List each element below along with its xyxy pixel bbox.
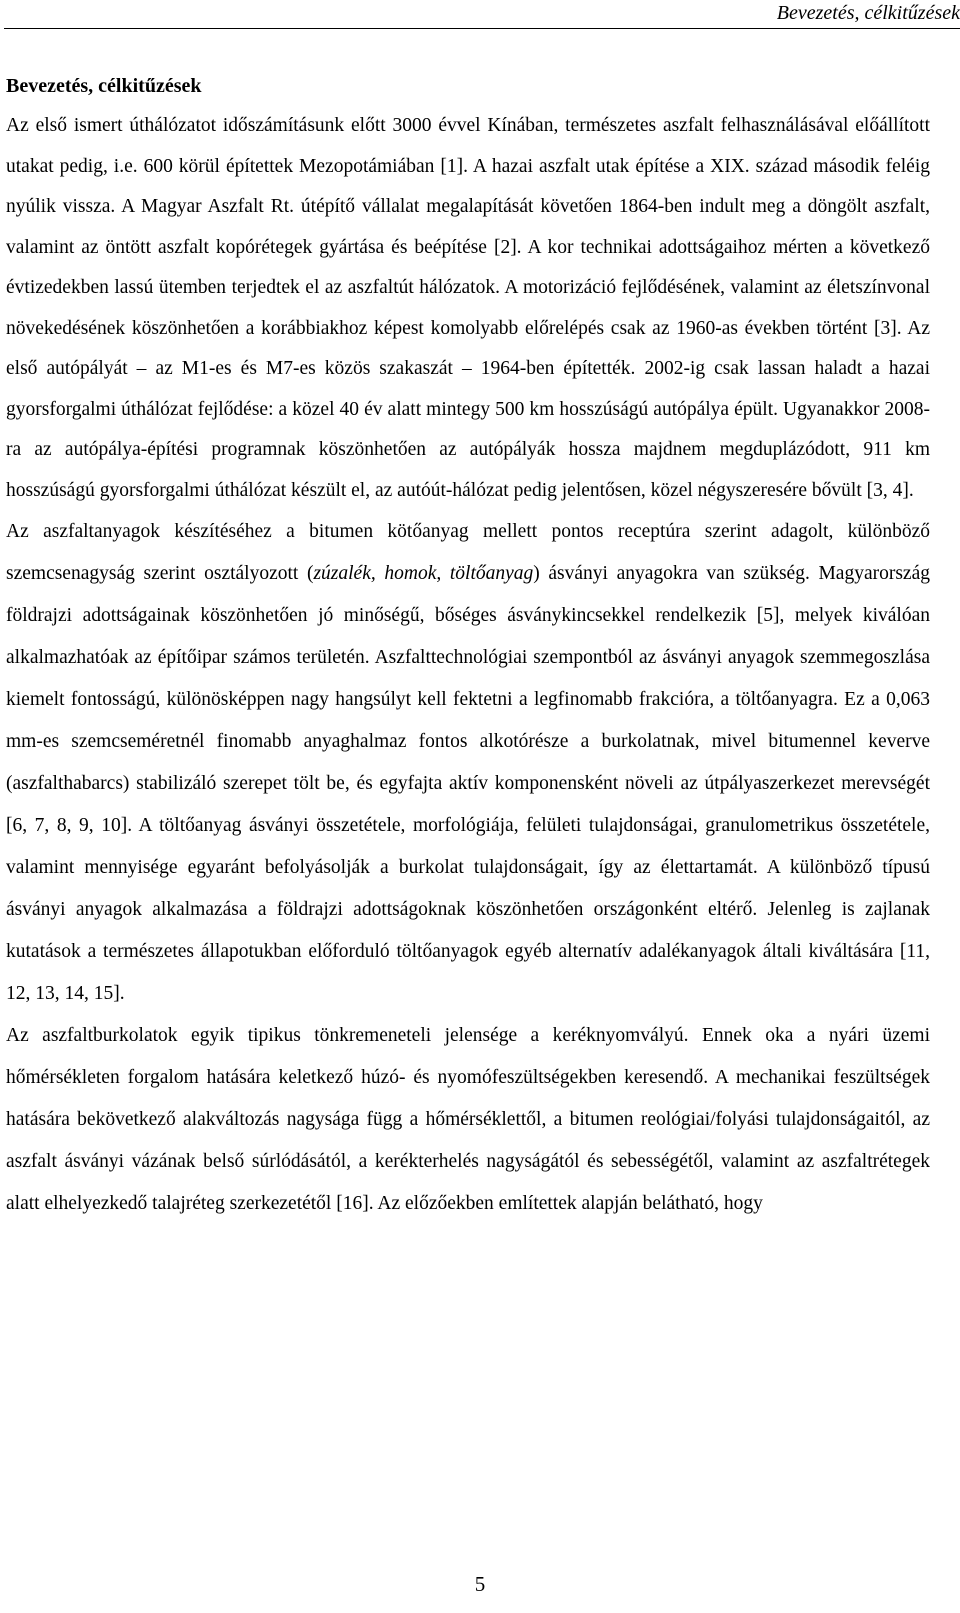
running-header: Bevezetés, célkitűzések xyxy=(4,0,960,29)
paragraph-text: ) ásványi anyagokra van szükség. Magyarország földrajzi adottságainak köszönhetően jó minőségű, bőséges ásványkincsekkel rendelkezik [5], melyek kiválóan alkalmazhatóak az építőipar számos területén. Aszfalttechnológiai szempontból az ásványi anyagok szemmegoszlása kiemelt fontosságú, különösképpen nagy hangsúlyt kell fektetni a legfinomabb frakcióra, a töltőanyagra. Ez a 0,063 mm-es szemcseméretnél finomabb anyaghalmaz fontos alkotórésze a burkolatnak, mivel bitumennel keverve (aszfalthabarcs) stabilizáló szerepet tölt be, és egyfajta aktív komponensként növeli az útpályaszerkezet merevségét [6, 7, 8, 9, 10]. A töltőanyag ásványi összetétele, morfológiája, felületi tulajdonságai, granulometrikus összetétele, valamint mennyisége egyaránt befolyásolják a burkolat tulajdonságait, így az élettartamát. A különböző típusú ásványi anyagok alkalmazása a földrajzi adottságoknak köszönhetően országonként eltérő. Jelenleg is zajlanak kutatások a természetes állapotukban előforduló töltőanyagok egyéb alternatív adalékanyagok általi kiváltására [11, 12, 13, 14, 15]. xyxy=(6,563,930,1004)
paragraph-text: Az aszfaltanyagok készítéséhez a bitumen kötőanyag mellett pontos receptúra szerint adagolt, különböző szemcsenagyság szerint osztályozott ( xyxy=(6,521,930,584)
paragraph-text: Az aszfaltburkolatok egyik tipikus tönkremeneteli jelensége a keréknyomvályú. Ennek oka a nyári üzemi hőmérsékleten forgalom hatására keletkező húzó- és nyomófeszültségekben keresendő. A mechanikai feszültségek hatására bekövetkező alakváltozás nagysága függ a hőmérséklettől, a bitumen reológiai/folyási tulajdonságaitól, az aszfalt ásványi vázának belső súrlódásától, a kerékterhelés nagyságától és sebességétől, valamint az aszfaltrétegek alatt elhelyezkedő talajréteg szerkezetétől [16]. Az előzőekben említettek alapján belátható, hogy xyxy=(6,1025,930,1214)
page-number: 5 xyxy=(474,1572,486,1596)
italic-text: zúzalék, homok, töltőanyag xyxy=(313,563,534,584)
main-content xyxy=(6,66,930,1225)
paragraph-rutting xyxy=(6,1015,930,1225)
paragraph-text: Az első ismert úthálózatot időszámításunk előtt 3000 évvel Kínában, természetes aszfalt felhasználásával előállított utakat pedig, i.e. 600 körül építettek Mezopotámiában [1]. A hazai aszfalt utak építése a XIX. század második feléig nyúlik vissza. A Magyar Aszfalt Rt. útépítő vállalat megalapítását követően 1864-ben indult meg a döngölt aszfalt, valamint az öntött aszfalt kopórétegek gyártása és beépítése [2]. A kor technikai adottságaihoz mérten a következő évtizedekben lassú ütemben terjedtek el az aszfaltút hálózatok. A motorizáció fejlődésének, valamint az életszínvonal növekedésének köszönhetően a korábbiakhoz képest komolyabb előrelépés csak az 1960-as években történt [3]. Az első autópályát – az M1-es és M7-es közös szakaszát – 1964-ben építették. 2002-ig csak lassan haladt a hazai gyorsforgalmi úthálózat fejlődése: a közel 40 év alatt mintegy 500 km hosszúságú autópálya épült. Ugyanakkor 2008-ra az autópálya-építési programnak köszönhetően az autópályák hossza majdnem megduplázódott, 911 km hosszúságú gyorsforgalmi úthálózat készült el, az autóút-hálózat pedig jelentősen, közel négyszeresére bővült [3, 4]. xyxy=(6,115,930,501)
section-heading: Bevezetés, célkitűzések xyxy=(6,75,202,97)
paragraph-history xyxy=(6,106,930,511)
paragraph-materials xyxy=(6,511,930,1015)
